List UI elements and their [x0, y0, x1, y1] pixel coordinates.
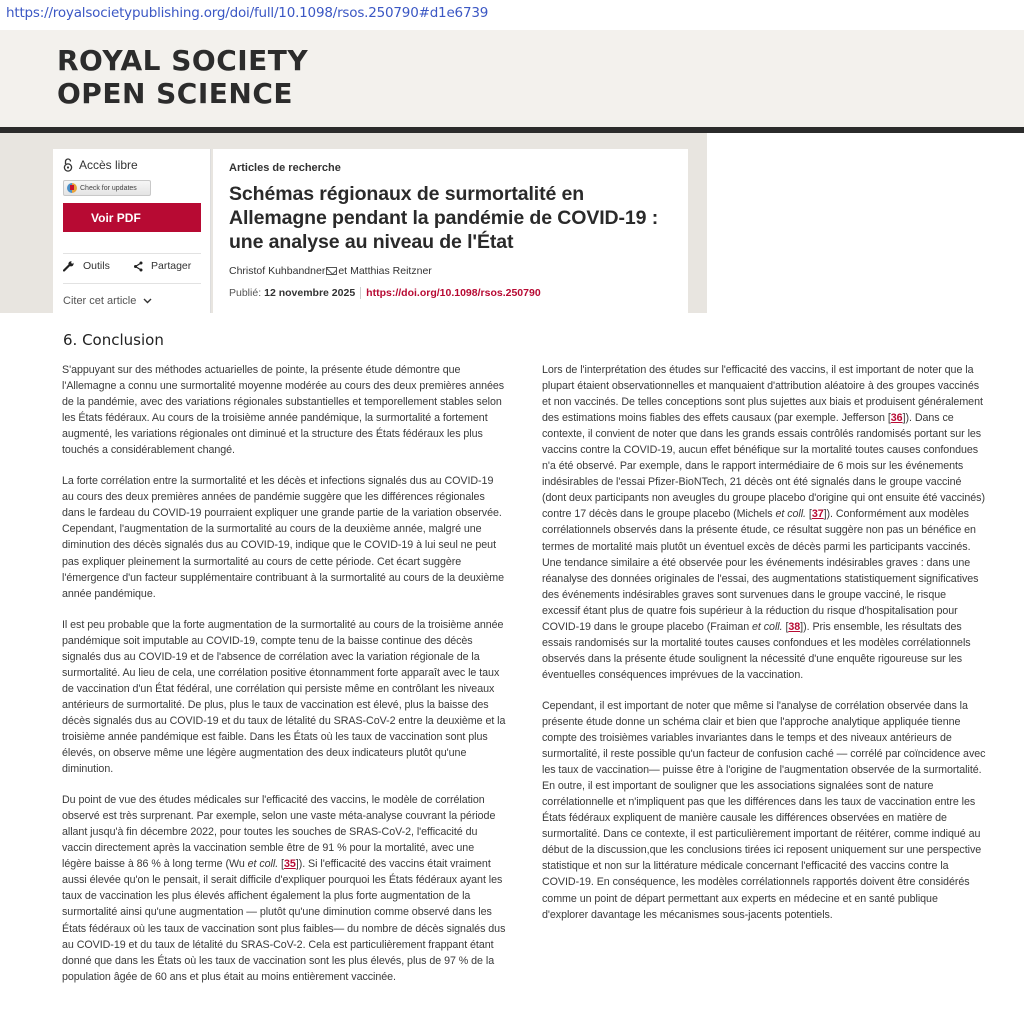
wrench-icon [63, 260, 75, 272]
publication-info [229, 287, 541, 299]
crossmark-icon [67, 183, 77, 193]
cite-article-dropdown[interactable] [63, 295, 152, 307]
tools-button[interactable] [63, 260, 110, 272]
open-access-label: Accès libre [79, 158, 138, 172]
address-bar[interactable] [0, 0, 1024, 30]
sidebar-divider [63, 253, 201, 254]
cite-article-label: Citer cet article [63, 295, 137, 307]
article-type-label: Articles de recherche [229, 162, 341, 174]
paragraph: Du point de vue des études médicales sur l'efficacité des vaccins, le modèle de corrélation observé est très surprenant. Par exemple, selon une vaste méta-analyse couvrant la période allant jusqu'à fin décembre 2022, pour toutes les souches de SRAS-CoV-2, l'efficacité du vaccin directement après la vaccination semble être de 91 % pour la mortalité, avec une légère baisse à 86 % à long terme (Wu et coll. [35]). Si l'efficacité des vaccins était vraiment aussi élevée qu'on le pensait, il serait difficile d'expliquer pourquoi les États fédéraux ayant les taux de vaccination les plus élevés affichent également la plus forte augmentation de la surmortalité ainsi qu'une augmentation — plutôt qu'une diminution comme observé dans les États fédéraux où les taux de vaccination sont plus faibles— du nombre de décès signalés dus au COVID-19 et du taux de létalité du SRAS-CoV-2. Cela est particulièrement frappant étant donné que dans les États où les taux de vaccination sont les plus élevés, plus de 97 % de la population âgée de 60 ans et plus était au moins entièrement vaccinée. [62, 794, 506, 983]
journal-logo-line1: ROYAL SOCIETY [57, 44, 309, 77]
text-run: Lors de l'interprétation des études sur l'efficacité des vaccins, il est important de noter que la plupart étaient observationnelles et manquaient d'attribution aléatoire à des groupes vaccinés et non vaccinés. De telles conceptions sont plus sujettes aux biais et produisent généralement des estimations moins fiables des effets causaux (par exemple. Jefferson [542, 364, 983, 425]
paragraph: Il est peu probable que la forte augmentation de la surmortalité au cours de la troisième année pandémique soit imputable au COVID-19, compte tenu de la baisse continue des décès signalés dus au COVID-19 et de l'absence de corrélation avec la variation régionale de la surmortalité. Au lieu de cela, une corrélation positive étonnamment forte apparaît avec le taux de vaccination d'un État fédéral, une corrélation qui persiste même en contrôlant les niveaux antérieurs de surmortalité. De plus, plus le taux de vaccination est élevé, plus la baisse des décès signalés dus au COVID-19 et du taux de létalité du SRAS-CoV-2 entre la deuxième et la troisième année pandémique est faible. Dans les États où les taux de vaccination sont plus élevés, on observe même une légère augmentation des deux indicateurs plutôt qu'une diminution. [62, 618, 506, 776]
text-run: ). Si l'efficacité des vaccins était vraiment aussi élevée qu'on le pensait, il serait difficile d'expliquer pourquoi les États fédéraux ayant les taux de vaccination les plus élevés affichent également la plus forte augmentation de la surmortalité ainsi qu'une augmentation — plutôt qu'une diminution comme observé dans les États fédéraux où les taux de vaccination sont plus faibles— du nombre de décès signalés dus au COVID-19 et du taux de létalité du SRAS-CoV-2. Cela est particulièrement frappant étant donné que dans les États où les taux de vaccination sont les plus élevés, plus de 97 % de la population âgée de 60 ans et plus était au moins entièrement vaccinée. [62, 858, 506, 983]
text-run: ). Dans ce contexte, il convient de noter que dans les grands essais contrôlés randomisés portant sur les vaccins contre la COVID-19, aucun effet bénéfique sur la mortalité toutes causes confondues n'a été observé. Par exemple, dans le rapport intermédiaire de 6 mois sur les événements indésirables de l'essai Pfizer-BioNTech, 21 décès ont été signalés dans le groupe vacciné (dont deux participants non aveugles du groupe placebo d'origine qui ont ensuite été vaccinés) contre 17 décès dans le groupe placebo (Michels [542, 412, 985, 521]
author-joiner: et [338, 265, 348, 277]
page-url[interactable]: https://royalsocietypublishing.org/doi/full/10.1098/rsos.250790#d1e6739 [6, 5, 489, 21]
body-column-right [542, 362, 986, 938]
paragraph: La forte corrélation entre la surmortalité et les décès et infections signalés dus au COVID-19 au cours des deux premières années de pandémie suggère que les différences régionales dans le fardeau du COVID-19 pourraient expliquer une grande partie de la variation observée. Cependant, l'augmentation de la surmortalité au cours de la deuxième année, malgré une diminution des décès signalés dus au COVID-19, indique que le COVID-19 à lui seul ne peut pas expliquer pleinement la surmortalité au cours de cette période. Cet écart suggère l'émergence d'un facteur supplémentaire contribuant à la surmortalité au cours de la deuxième année pandémique. [62, 475, 505, 600]
author-link[interactable]: Matthias Reitzner [350, 265, 432, 277]
journal-header [0, 30, 1024, 127]
check-for-updates-button[interactable] [63, 180, 151, 196]
right-blank-panel [707, 139, 1024, 313]
share-icon [133, 261, 143, 272]
published-date: 12 novembre 2025 [264, 287, 361, 299]
author-list [229, 265, 432, 277]
reference-link-38[interactable]: 38 [788, 620, 801, 633]
open-lock-icon [63, 158, 73, 172]
paragraph: Cependant, il est important de noter que même si l'analyse de corrélation observée dans la présente étude donne un schéma clair et bien que l'approche analytique appliquée tienne compte des troisièmes variables invariantes dans le temps et des niveaux antérieurs de surmortalité, il reste possible qu'un facteur de confusion caché — corrélé par coïncidence avec les taux de vaccination— puisse être à l'origine de l'augmentation observée de la surmortalité. En outre, il est important de souligner que les associations signalées sont de nature corrélationnelle et n'impliquent pas que les différences dans les taux de vaccination entre les États fédéraux expliquent de manière causale les différences observées en matière de surmortalité. Dans ce contexte, il est particulièrement important de réitérer, comme indiqué au début de la discussion,que les conclusions tirées ici reposent uniquement sur une perspective statistique et non sur la littérature médicale concernant l'efficacité des vaccins contre la COVID-19. En conséquence, les modèles corrélationnels rapportés doivent être considérés comme un point de départ permettant aux experts en médecine et en santé publique d'explorer davantage les mécanismes sous-jacents potentiels. [542, 699, 986, 921]
body-column-left [62, 362, 506, 1000]
reference-link-35[interactable]: 35 [283, 858, 296, 871]
text-run: ). Pris ensemble, les résultats des essais randomisés sur la mortalité toutes causes confondues et les modèles corrélationnels observés dans la présente étude soulignent la nécessité d'une enquête rigoureuse sur les éventuelles conséquences imprévues de la vaccination. [542, 620, 971, 681]
reference-link-36[interactable]: 36 [890, 412, 903, 425]
share-button[interactable] [133, 260, 191, 272]
et-coll: et coll. [775, 508, 806, 521]
chevron-down-icon [143, 298, 152, 304]
author-link[interactable]: Christof Kuhbandner [229, 265, 326, 277]
et-coll: et coll. [247, 858, 279, 871]
email-icon[interactable] [326, 267, 337, 275]
journal-logo-line2: OPEN SCIENCE [57, 77, 294, 110]
check-for-updates-label: Check for updates [80, 184, 137, 192]
reference-link-37[interactable]: 37 [811, 508, 824, 521]
open-access-indicator [63, 158, 138, 172]
article-title: Schémas régionaux de surmortalité en Allemagne pendant la pandémie de COVID-19 : une analyse au niveau de l'État [229, 183, 659, 253]
sidebar-divider [63, 283, 201, 284]
share-label: Partager [151, 260, 192, 272]
et-coll: et coll. [752, 620, 783, 633]
paragraph: Lors de l'interprétation des études sur l'efficacité des vaccins, il est important de noter que la plupart étaient observationnelles et manquaient d'attribution aléatoire à des groupes vaccinés et non vaccinés. De telles conceptions sont plus sujettes aux biais et produisent généralement des estimations moins fiables des effets causaux (par exemple. Jefferson [36]). Dans ce contexte, il convient de noter que dans les grands essais contrôlés randomisés portant sur les vaccins contre la COVID-19, aucun effet bénéfique sur la mortalité toutes causes confondues n'a été observé. Par exemple, dans le rapport intermédiaire de 6 mois sur les événements indésirables de l'essai Pfizer-BioNTech, 21 décès ont été signalés dans le groupe vacciné (dont deux participants non aveugles du groupe placebo d'origine qui ont ensuite été vaccinés) contre 17 décès dans le groupe placebo (Michels et coll. [37]). Conformément aux modèles corrélationnels observés dans la présente étude, ce résultat suggère non pas un bénéfice en termes de mortalité mais plutôt un éventuel excès de décès parmi les participants vaccinés. Une tendance similaire a été observée pour les événements indésirables graves : dans une réanalyse des données originales de l'essai, des augmentations statistiquement significatives des événements indésirables graves sont survenues dans le groupe vacciné, le risque excessif étant plus de quatre fois supérieur à la réduction du risque d'hospitalisation pour COVID-19 dans le groupe placebo (Fraiman et coll. [38]). Pris ensemble, les résultats des essais randomisés sur la mortalité toutes causes confondues et les modèles corrélationnels observés dans la présente étude soulignent la nécessité d'une enquête rigoureuse sur les éventuelles conséquences imprévues de la vaccination. [542, 364, 985, 681]
published-label: Publié: [229, 287, 262, 299]
paragraph: S'appuyant sur des méthodes actuarielles de pointe, la présente étude démontre que l'Allemagne a connu une surmortalité moyenne modérée au cours des deux premières années de la pandémie, avec des variations régionales substantielles et temporellement stables selon les États fédéraux. Au cours de la troisième année pandémique, la surmortalité a fortement augmenté, les variations régionales ont diminué et la structure des États fédéraux les plus touchés a considérablement changé. [62, 364, 505, 457]
view-pdf-label: Voir PDF [91, 210, 141, 225]
text-run: Du point de vue des études médicales sur l'efficacité des vaccins, le modèle de corrélation observé est très surprenant. Par exemple, selon une vaste méta-analyse couvrant la période allant jusqu'à fin décembre 2022, pour toutes les souches de SRAS-CoV-2, l'efficacité du vaccin directement après la vaccination semble être de 91 % pour la mortalité, avec une légère baisse à 86 % à long terme (Wu [62, 794, 496, 871]
doi-link[interactable]: https://doi.org/10.1098/rsos.250790 [366, 287, 541, 299]
text-run: ). Conformément aux modèles corrélationnels observés dans la présente étude, ce résultat suggère non pas un bénéfice en termes de mortalité mais plutôt un éventuel excès de décès parmi les participants vaccinés. Une tendance similaire a été observée pour les événements indésirables graves : dans une réanalyse des données originales de l'essai, des augmentations statistiquement significatives des événements indésirables graves sont survenues dans le groupe vacciné, le risque excessif étant plus de quatre fois supérieur à la réduction du risque d'hospitalisation pour COVID-19 dans le groupe placebo (Fraiman [542, 508, 979, 633]
section-heading: 6. Conclusion [63, 331, 164, 349]
article-sidebar [53, 149, 211, 313]
journal-logo[interactable] [57, 44, 308, 110]
view-pdf-button[interactable] [63, 203, 201, 232]
article-header-card [213, 149, 688, 313]
tools-label: Outils [83, 260, 110, 272]
